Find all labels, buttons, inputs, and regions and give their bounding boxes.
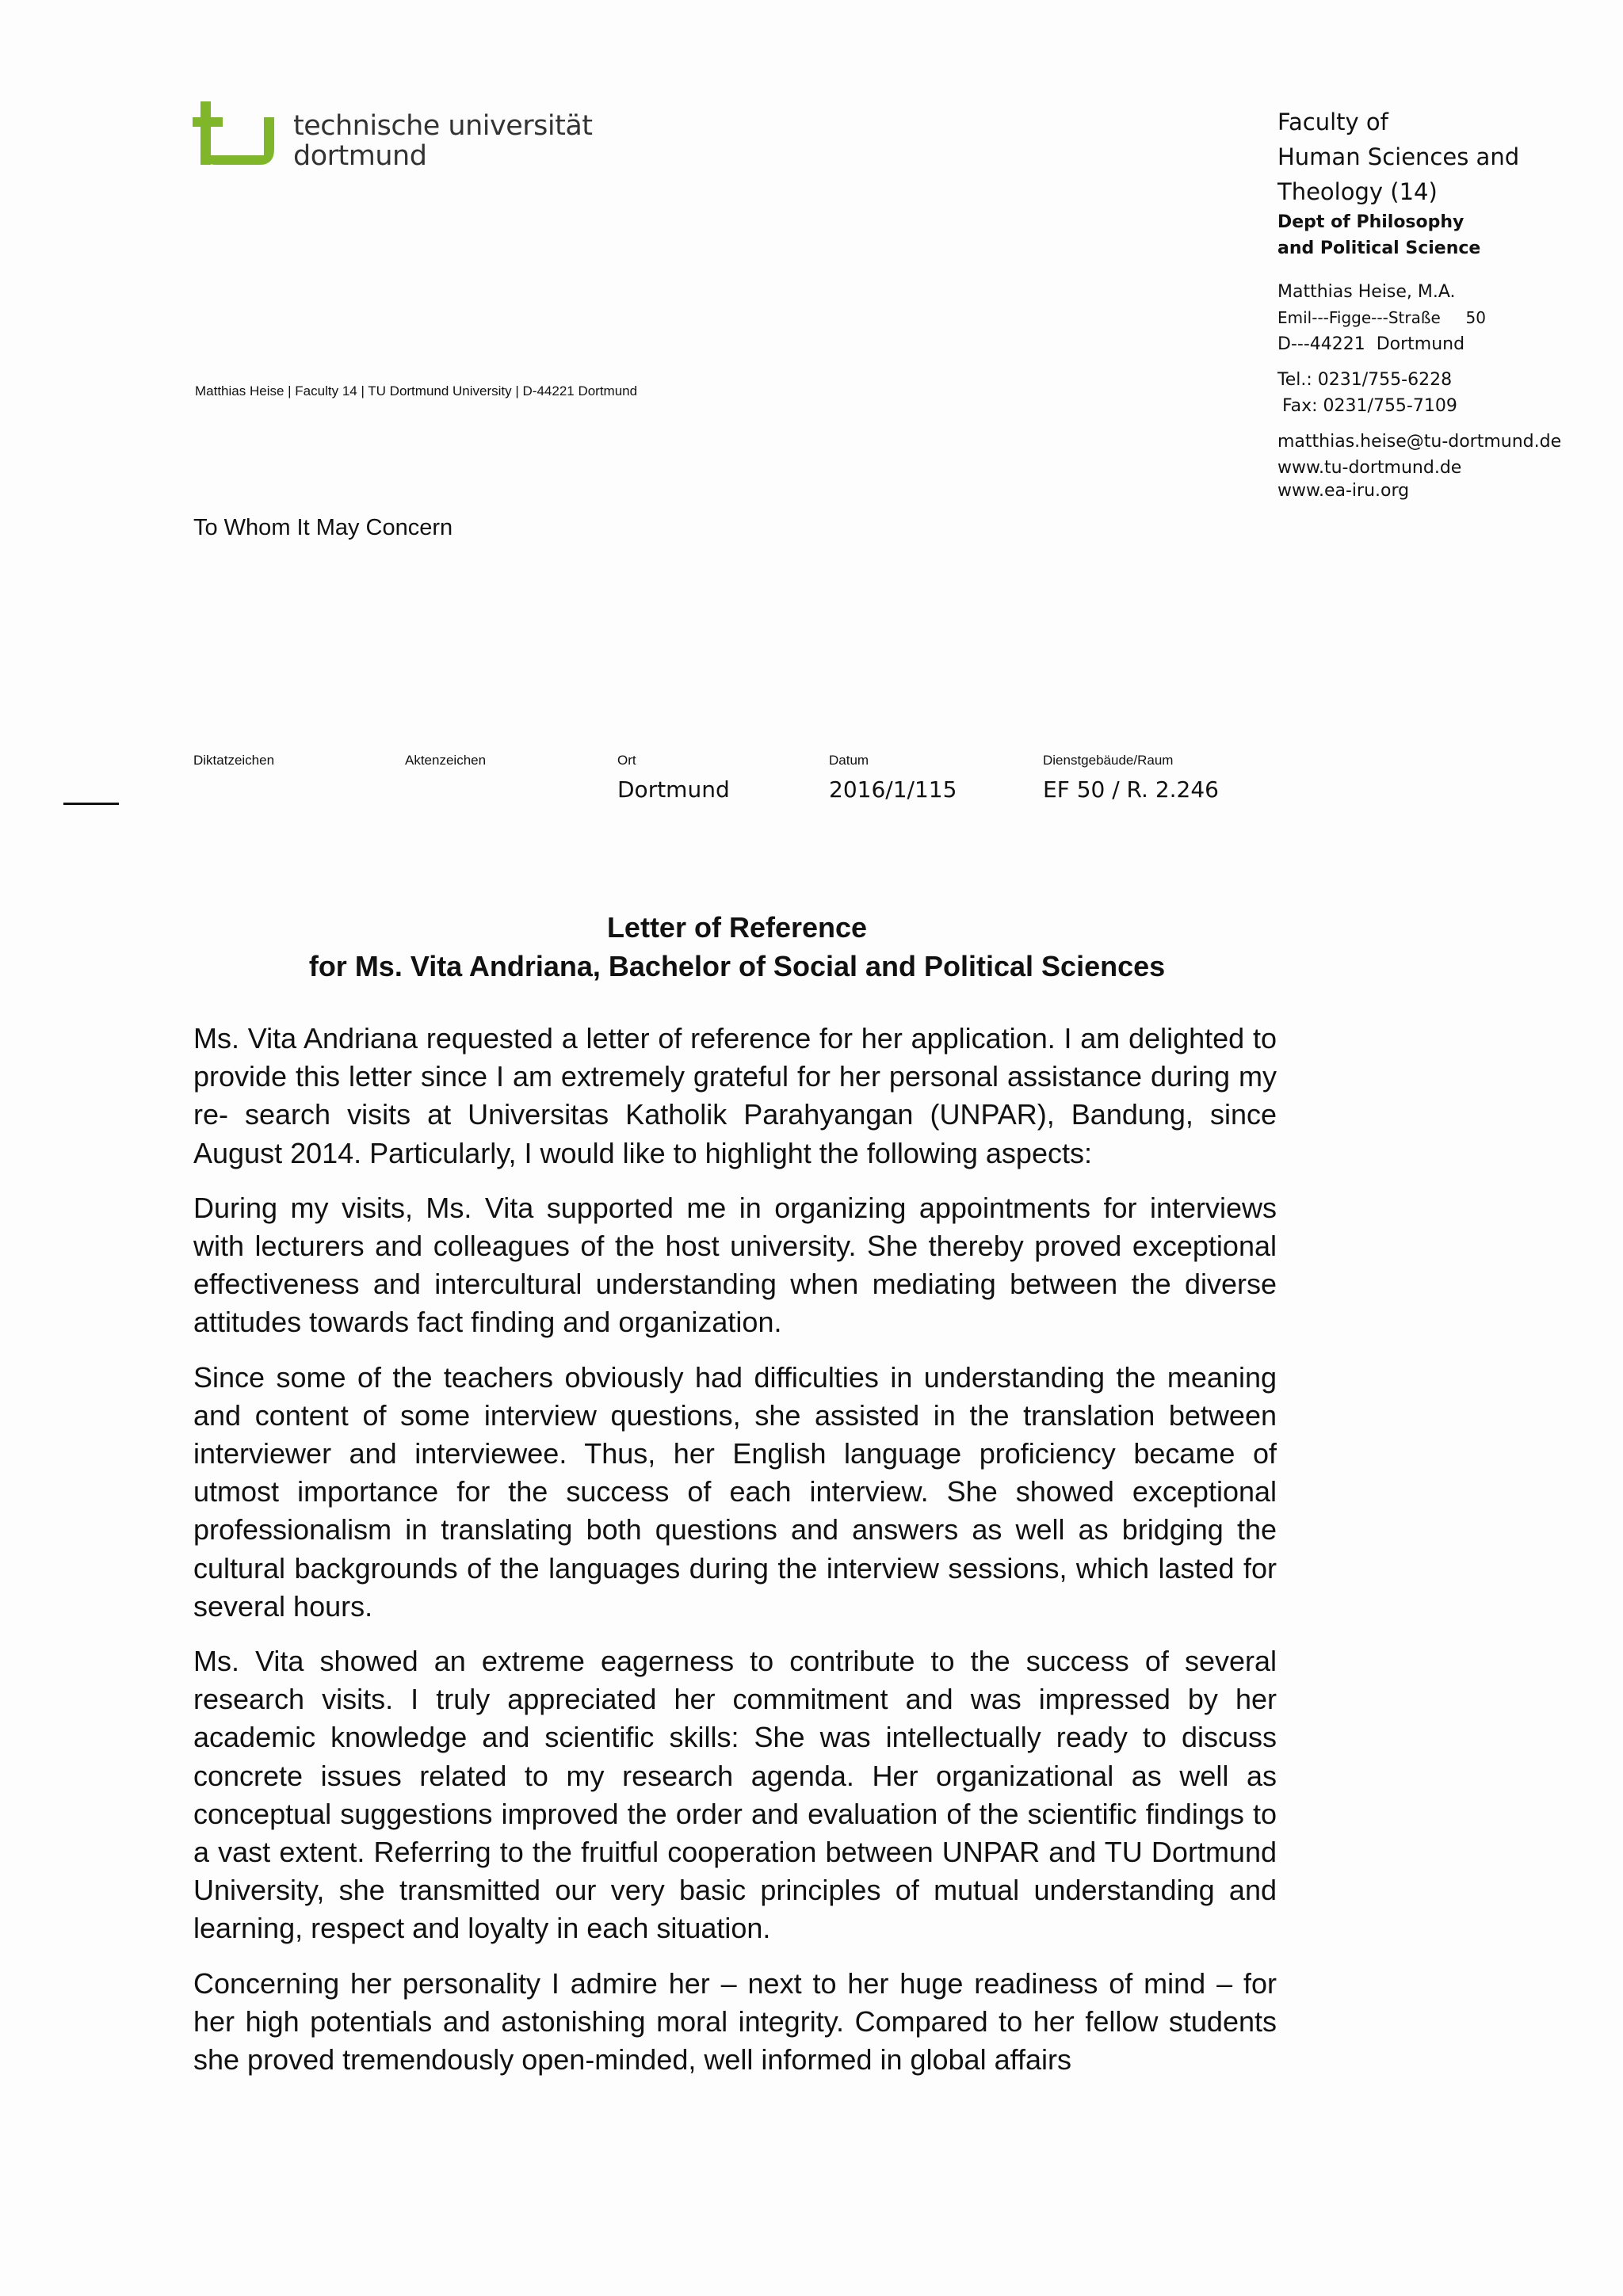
paragraph: Ms. Vita showed an extreme eagerness to contribute to the success of several research visits. I truly appreciated her commitment and was impressed by her academic knowledge and scientific skills: She was intellectually ready to discuss concrete issues related to my research agenda. Her organizational as well as conceptual suggestions improved the order and evaluation of the scientific findings to a vast extent. Referring to the fruitful cooperation between UNPAR and TU Dortmund University, she transmitted our very basic principles of mutual understanding and learning, respect and loyalty in each situation.	[193, 1645, 1277, 1945]
label-diktatzeichen: Diktatzeichen	[193, 753, 275, 768]
logo-text-line2: dortmund	[293, 140, 427, 172]
label-aktenzeichen: Aktenzeichen	[405, 753, 487, 768]
faculty-line2: Human Sciences and	[1277, 143, 1520, 170]
contact-website[interactable]: www.tu-dortmund.de	[1277, 458, 1462, 478]
faculty-contact-block	[1277, 105, 1561, 502]
label-datum: Datum	[829, 753, 869, 768]
fold-mark	[63, 803, 119, 805]
value-datum: 2016/1/115	[829, 776, 957, 803]
paragraph: Ms. Vita Andriana requested a letter of reference for her application. I am delighted to provide this letter since I am extremely grateful for her personal assistance during my re- search visits at Universitas Katholik Parahyangan (UNPAR), Bandung, since August 2014. Particularly, I would like to highlight the following aspects:	[193, 1022, 1277, 1169]
paragraph: During my visits, Ms. Vita supported me in organizing appointments for interviews with lecturers and colleagues of the host university. She thereby proved exceptional effectiveness and intercultural understanding when mediating between the diverse attitudes towards fact finding and organization.	[193, 1191, 1277, 1339]
faculty-line1: Faculty of	[1277, 109, 1388, 135]
contact-email[interactable]: matthias.heise@tu-dortmund.de	[1277, 432, 1562, 452]
value-ort: Dortmund	[617, 776, 730, 803]
contact-tel: Tel.: 0231/755-6228	[1277, 370, 1453, 390]
tu-logo-mark-icon	[193, 101, 276, 165]
contact-city: D---44221 Dortmund	[1277, 334, 1465, 354]
university-logo	[193, 101, 593, 171]
recipient: To Whom It May Concern	[193, 515, 453, 540]
value-raum: EF 50 / R. 2.246	[1043, 776, 1219, 803]
contact-street: Emil---Figge---Straße 50	[1277, 308, 1486, 327]
department-line1: Dept of Philosophy	[1277, 212, 1465, 232]
paragraph: Since some of the teachers obviously had difficulties in understanding the meaning and content of some interview questions, she assisted in the translation between interviewer and interviewee. Thus, her English language proficiency became of utmost importance for the success of each interview. She showed exceptional professionalism in translating both questions and answers as well as bridging the cultural backgrounds of the languages during the interview sessions, which lasted for several hours.	[193, 1360, 1277, 1623]
paragraph: Concerning her personality I admire her – next to her huge readiness of mind – for her high potentials and astonishing moral integrity. Compared to her fellow students she proved tremendously open-minded, well informed in global affairs	[193, 1966, 1277, 2077]
contact-fax: Fax: 0231/755-7109	[1282, 396, 1457, 416]
contact-name: Matthias Heise, M.A.	[1277, 282, 1456, 302]
sender-return-line: Matthias Heise | Faculty 14 | TU Dortmund University | D-44221 Dortmund	[195, 383, 638, 399]
contact-website-2[interactable]: www.ea-iru.org	[1277, 481, 1410, 501]
faculty-line3: Theology (14)	[1277, 178, 1438, 205]
label-raum: Dienstgebäude/Raum	[1043, 753, 1174, 768]
department-line2: and Political Science	[1277, 238, 1481, 258]
logo-text-line1: technische universität	[293, 110, 593, 142]
letter-title	[0, 908, 1474, 986]
letter-body	[193, 1020, 1277, 2096]
title-line2: for Ms. Vita Andriana, Bachelor of Social and Political Sciences	[308, 950, 1166, 982]
label-ort: Ort	[617, 753, 636, 768]
title-line1: Letter of Reference	[606, 911, 868, 944]
